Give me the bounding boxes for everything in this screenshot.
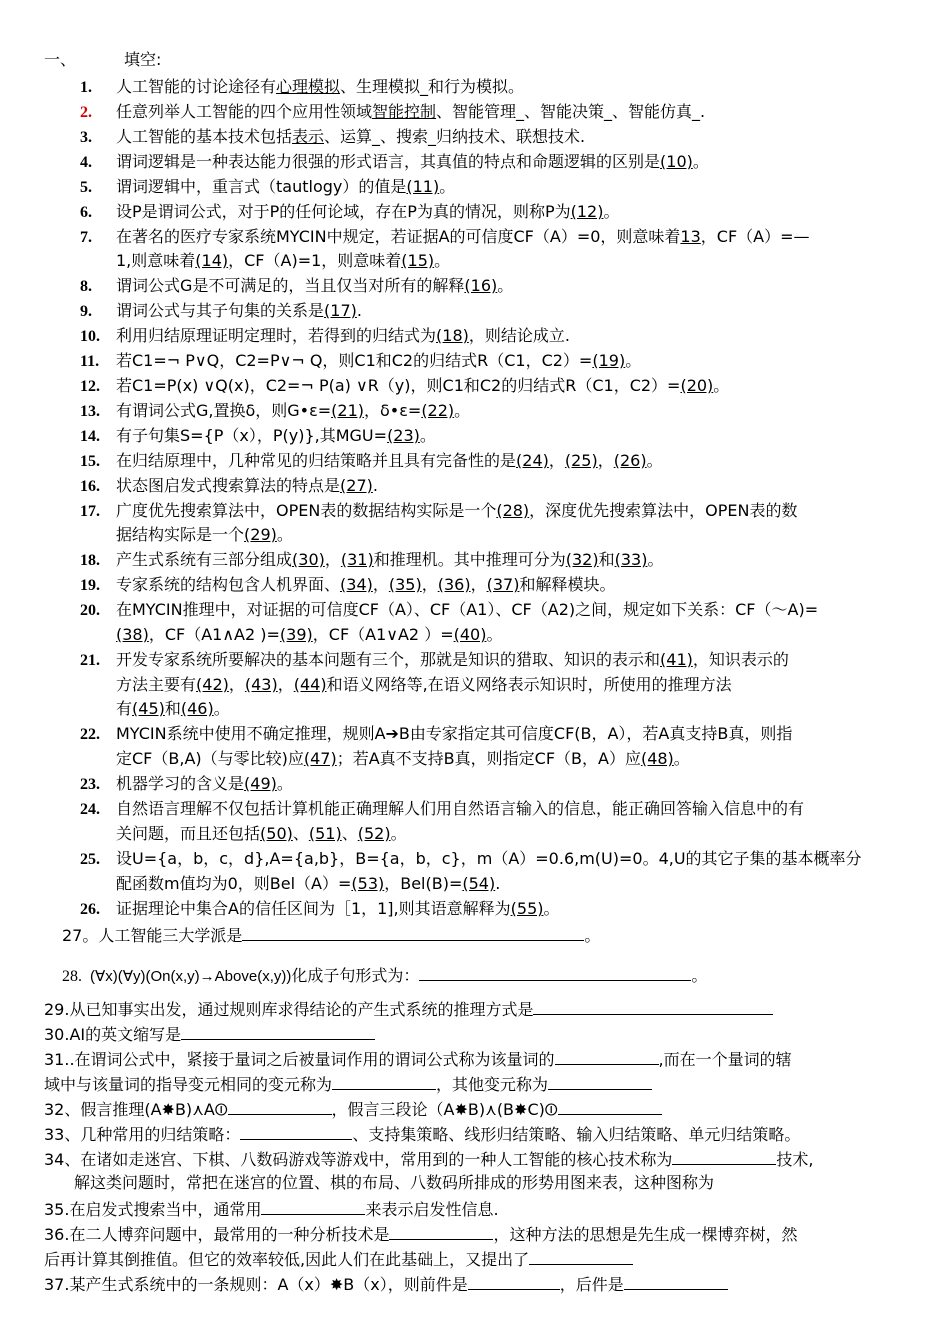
question-32 xyxy=(44,1098,662,1120)
blank-label: (11) xyxy=(406,177,440,196)
question-text: ,而在一个量词的辖 xyxy=(658,1050,792,1069)
question-text: 。 xyxy=(713,376,730,395)
question-text: 。 xyxy=(584,926,601,945)
question-number: 11. xyxy=(80,353,100,370)
question-7-cont xyxy=(116,251,450,271)
blank-label: (41) xyxy=(660,650,693,669)
blank-label: (12) xyxy=(570,202,604,221)
question-36-cont xyxy=(44,1248,633,1270)
blank-label: (50) xyxy=(260,824,293,843)
section-marker: 一、 xyxy=(44,50,77,69)
question-31 xyxy=(44,1048,792,1070)
question-28 xyxy=(62,964,707,987)
blank-label: (53) xyxy=(351,874,385,893)
question-text: 、智能管理_、智能决策_、智能仿真_. xyxy=(436,102,706,121)
question-text: 34、在诸如走迷宫、下棋、八数码游戏等游戏中，常用到的一种人工智能的核心技术称为 xyxy=(44,1150,673,1169)
question-text: 和 xyxy=(598,550,615,569)
question-text: 有 xyxy=(116,699,133,718)
question-text: 。 xyxy=(673,749,690,768)
question-text: 谓词公式G是不可满足的，当且仅当对所有的解释 xyxy=(116,276,465,295)
question-text: 。 xyxy=(454,401,471,420)
question-number: 15. xyxy=(80,453,100,470)
question-22-cont xyxy=(116,749,690,769)
answer-blank[interactable] xyxy=(624,1273,728,1290)
question-33 xyxy=(44,1123,800,1145)
blank-label: (44) xyxy=(293,675,327,694)
question-14 xyxy=(80,426,436,447)
answer-blank[interactable] xyxy=(419,964,691,981)
question-number: 6. xyxy=(80,204,92,221)
question-6 xyxy=(80,202,619,223)
question-13 xyxy=(80,401,470,422)
answer-blank[interactable] xyxy=(240,1123,352,1140)
question-number: 28. xyxy=(62,968,82,985)
question-text: 、生理模拟_和行为模拟。 xyxy=(340,77,525,96)
question-20 xyxy=(80,600,818,621)
question-text: 技术, xyxy=(776,1150,814,1169)
question-24 xyxy=(80,799,804,820)
question-15 xyxy=(80,451,663,472)
question-text: ，CF（A1∧A2 )= xyxy=(148,625,280,644)
section-title: 填空: xyxy=(124,50,162,69)
question-number: 1. xyxy=(80,79,92,96)
answer-blank[interactable] xyxy=(181,1023,375,1040)
question-text: 。 xyxy=(419,426,436,445)
question-text: 。 xyxy=(439,177,456,196)
question-text: . xyxy=(372,476,378,495)
answer-text: 13 xyxy=(680,227,701,246)
question-text: . xyxy=(356,301,362,320)
question-27 xyxy=(62,924,600,946)
question-text: 机器学习的含义是 xyxy=(116,774,245,793)
question-text: 谓词公式与其子句集的关系是 xyxy=(116,301,325,320)
question-text: 、支持集策略、线形归结策略、输入归结策略、单元归结策略。 xyxy=(352,1125,801,1144)
blank-label: (55) xyxy=(510,899,544,918)
question-text: 。 xyxy=(486,625,503,644)
blank-label: (46) xyxy=(180,699,214,718)
question-text: 。 xyxy=(691,966,708,985)
question-12 xyxy=(80,376,729,397)
question-35 xyxy=(44,1198,499,1220)
question-25-cont xyxy=(116,874,500,894)
question-number: 7. xyxy=(80,229,92,246)
question-text: ，CF（A）=— xyxy=(700,227,810,246)
question-text: ， xyxy=(548,451,565,470)
question-text: 、运算_、搜索_归纳技术、联想技术. xyxy=(324,127,586,146)
question-text: 。 xyxy=(276,525,293,544)
question-2 xyxy=(80,102,705,123)
question-text: ，δ•ε= xyxy=(364,401,422,420)
question-34 xyxy=(44,1148,813,1170)
blank-label: (36) xyxy=(437,575,471,594)
answer-blank[interactable] xyxy=(332,1073,436,1090)
question-text: 状态图启发式搜索算法的特点是 xyxy=(116,476,341,495)
question-text: 设P是谓词公式，对于P的任何论域，存在P为真的情况，则称P为 xyxy=(116,202,571,221)
question-37 xyxy=(44,1273,728,1295)
answer-blank[interactable] xyxy=(261,1198,365,1215)
question-text: ， xyxy=(421,575,438,594)
question-19 xyxy=(80,575,615,596)
question-text: ，则结论成立. xyxy=(468,326,570,345)
question-number: 9. xyxy=(80,303,92,320)
question-text: ，假言三段论（A✸B) xyxy=(331,1100,486,1119)
answer-blank[interactable] xyxy=(548,1073,652,1090)
question-text: 产生式系统有三部分组成 xyxy=(116,550,293,569)
answer-blank[interactable] xyxy=(228,1098,332,1115)
blank-label: (43) xyxy=(244,675,278,694)
blank-label: (17) xyxy=(324,301,357,320)
question-number: 16. xyxy=(80,478,100,495)
question-29 xyxy=(44,998,773,1020)
question-7 xyxy=(80,227,810,248)
question-text: ， xyxy=(470,575,487,594)
blank-label: (33) xyxy=(614,550,648,569)
question-text: ， xyxy=(277,675,294,694)
question-number: 21. xyxy=(80,652,100,669)
answer-blank[interactable] xyxy=(672,1148,776,1165)
question-text: 在著名的医疗专家系统MYCIN中规定，若证据A的可信度CF（A）=0，则意味着 xyxy=(116,227,681,246)
symbol-glyph: ⋏(B✸C)⏼ xyxy=(485,1100,558,1119)
question-text: 人工智能的讨论途径有 xyxy=(116,77,277,96)
blank-label: (37) xyxy=(486,575,520,594)
question-5 xyxy=(80,177,455,198)
blank-label: (35) xyxy=(388,575,422,594)
question-text: 。 xyxy=(625,351,642,370)
question-8 xyxy=(80,276,513,297)
question-text: 利用归结原理证明定理时，若得到的归结式为 xyxy=(116,326,437,345)
question-20-cont xyxy=(116,625,502,645)
question-text: 29.从已知事实出发，通过规则库求得结论的产生式系统的推理方式是 xyxy=(44,1000,534,1019)
question-text: 据结构实际是一个 xyxy=(116,525,245,544)
question-21-cont2 xyxy=(116,699,230,719)
question-text: 。 xyxy=(276,774,293,793)
question-17 xyxy=(80,501,798,522)
question-text: 化成子句形式为： xyxy=(291,966,420,985)
question-text: 37.某产生式系统中的一条规则：A（x）✸B（x），则前件是 xyxy=(44,1275,468,1294)
question-number: 13. xyxy=(80,403,100,420)
question-text: 。 xyxy=(213,699,230,718)
question-number: 8. xyxy=(80,278,92,295)
question-number: 10. xyxy=(80,328,100,345)
question-text: ，知识表示的 xyxy=(692,650,789,669)
question-text: ，深度优先搜索算法中，OPEN表的数 xyxy=(529,501,798,520)
question-text: ， xyxy=(372,575,389,594)
question-text: 专家系统的结构包含人机界面、 xyxy=(116,575,341,594)
question-text: 35.在启发式搜索当中，通常用 xyxy=(44,1200,262,1219)
question-text: 配函数m值均为0，则Bel（A）= xyxy=(116,874,352,893)
question-text: ，Bel(B)= xyxy=(384,874,463,893)
question-text: 人工智能的基本技术包括 xyxy=(116,127,293,146)
question-text: ，后件是 xyxy=(559,1275,624,1294)
blank-label: (15) xyxy=(401,251,435,270)
question-number: 22. xyxy=(80,726,100,743)
question-text: 证据理论中集合A的信任区间为［1，1],则其语意解释为 xyxy=(116,899,511,918)
question-number: 23. xyxy=(80,776,100,793)
question-text: 来表示启发性信息. xyxy=(365,1200,499,1219)
question-text: 33、几种常用的归结策略： xyxy=(44,1125,241,1144)
question-text: ，这种方法的思想是先生成一棵博弈树，然 xyxy=(493,1225,798,1244)
question-34-cont xyxy=(74,1173,714,1193)
blank-label: (10) xyxy=(660,152,693,171)
question-text: 。 xyxy=(692,152,709,171)
question-4 xyxy=(80,152,709,173)
question-9 xyxy=(80,301,362,322)
question-text: 开发专家系统所要解决的基本问题有三个，那就是知识的猎取、知识的表示和 xyxy=(116,650,661,669)
question-text: 、 xyxy=(292,824,309,843)
blank-label: (14) xyxy=(195,251,229,270)
question-number: 26. xyxy=(80,901,100,918)
answer-text: 表示 xyxy=(292,127,325,146)
blank-label: (54) xyxy=(462,874,496,893)
blank-label: (24) xyxy=(516,451,549,470)
question-text: ，其他变元称为 xyxy=(436,1075,549,1094)
question-text: 31..在谓词公式中，紧接于量词之后被量词作用的谓词公式称为该量词的 xyxy=(44,1050,555,1069)
answer-blank[interactable] xyxy=(242,924,584,941)
question-text: 30.AI的英文缩写是 xyxy=(44,1025,182,1044)
question-text: 、 xyxy=(341,824,358,843)
question-26 xyxy=(80,899,560,920)
blank-label: (29) xyxy=(244,525,277,544)
blank-label: (19) xyxy=(592,351,626,370)
question-11 xyxy=(80,351,641,372)
question-1 xyxy=(80,77,524,98)
question-text: 有谓词公式G,置换δ，则G•ε= xyxy=(116,401,332,420)
question-text: 和推理机。其中推理可分为 xyxy=(373,550,566,569)
question-text: 定CF（B,A)（与零比较)应 xyxy=(116,749,304,768)
answer-text: 智能控制 xyxy=(372,102,437,121)
question-text: 。 xyxy=(646,451,663,470)
question-text: 。 xyxy=(543,899,560,918)
blank-label: (42) xyxy=(196,675,229,694)
blank-label: (26) xyxy=(613,451,647,470)
question-21-cont xyxy=(116,675,732,695)
question-text: 自然语言理解不仅包括计算机能正确理解人们用自然语言输入的信息，能正确回答输入信息中的有 xyxy=(116,799,805,818)
question-3 xyxy=(80,127,585,148)
question-18 xyxy=(80,550,663,571)
question-text: 。 xyxy=(434,251,451,270)
question-25 xyxy=(80,849,862,870)
question-number: 20. xyxy=(80,602,100,619)
question-number: 12. xyxy=(80,378,100,395)
question-text: 。 xyxy=(647,550,664,569)
blank-label: (28) xyxy=(496,501,530,520)
blank-label: (32) xyxy=(565,550,599,569)
section-header xyxy=(44,50,161,70)
question-24-cont xyxy=(116,824,407,844)
blank-label: (38) xyxy=(116,625,149,644)
question-text: 设U={a，b，c，d},A={a,b}，B={a，b，c}，m（A）=0.6,m(U)=0。4,U的其它子集的基本概率分 xyxy=(116,849,862,868)
blank-label: (27) xyxy=(340,476,373,495)
question-30 xyxy=(44,1023,375,1045)
blank-label: (48) xyxy=(640,749,674,768)
question-text: 27。人工智能三大学派是 xyxy=(62,926,243,945)
answer-blank[interactable] xyxy=(533,998,773,1015)
question-17-cont xyxy=(116,525,293,545)
blank-label: (18) xyxy=(436,326,469,345)
question-text: ，CF（A)=1，则意味着 xyxy=(228,251,402,270)
blank-label: (20) xyxy=(680,376,714,395)
question-text: ， xyxy=(597,451,614,470)
blank-label: (34) xyxy=(340,575,373,594)
answer-blank[interactable] xyxy=(529,1248,633,1265)
question-text: ， xyxy=(324,550,341,569)
question-text: 和 xyxy=(164,699,181,718)
answer-text: 心理模拟 xyxy=(276,77,341,96)
blank-label: (22) xyxy=(421,401,455,420)
question-text: 。 xyxy=(497,276,514,295)
question-text: 。 xyxy=(603,202,620,221)
question-text: 在MYCIN推理中，对证据的可信度CF（A）、CF（A1）、CF（A2)之间，规定如下关系：CF（～A)= xyxy=(116,600,819,619)
blank-label: (52) xyxy=(357,824,391,843)
question-number: 3. xyxy=(80,129,92,146)
question-text: 在归结原理中，几种常见的归结策略并且具有完备性的是 xyxy=(116,451,517,470)
question-text: ，CF（A1∨A2 ）= xyxy=(312,625,454,644)
blank-label: (25) xyxy=(564,451,598,470)
question-text: 后再计算其倒推值。但它的效率较低,因此人们在此基础上，又提出了 xyxy=(44,1250,530,1269)
question-22 xyxy=(80,724,792,745)
question-text: ；若A真不支持B真，则指定CF（B，A）应 xyxy=(336,749,641,768)
question-text: 有子句集S={P（x），P(y)},其MGU= xyxy=(116,426,388,445)
question-number: 5. xyxy=(80,179,92,196)
question-text: 谓词逻辑中，重言式（tautlogy）的值是 xyxy=(116,177,407,196)
symbol-glyph: ⋏A⏼ xyxy=(192,1100,228,1119)
question-text: 任意列举人工智能的四个应用性领域 xyxy=(116,102,373,121)
blank-label: (31) xyxy=(340,550,374,569)
answer-blank[interactable] xyxy=(558,1098,662,1115)
question-text: 。 xyxy=(390,824,407,843)
question-text: 方法主要有 xyxy=(116,675,197,694)
question-text: 解这类问题时，常把在迷宫的位置、棋的布局、八数码所排成的形势用图来表，这种图称为 xyxy=(74,1173,715,1192)
blank-label: (23) xyxy=(387,426,420,445)
question-text: 1,则意味着 xyxy=(116,251,196,270)
question-21 xyxy=(80,650,789,671)
question-31-cont xyxy=(44,1073,652,1095)
question-number: 4. xyxy=(80,154,92,171)
question-23 xyxy=(80,774,293,795)
answer-blank[interactable] xyxy=(389,1223,493,1240)
question-text: 关问题，而且还包括 xyxy=(116,824,261,843)
question-text: MYCIN系统中使用不确定推理，规则A➔B由专家指定其可信度CF(B，A），若A真支持B真，则指 xyxy=(116,724,793,743)
question-36 xyxy=(44,1223,797,1245)
question-number: 14. xyxy=(80,428,100,445)
question-text: 谓词逻辑是一种表达能力很强的形式语言，其真值的特点和命题逻辑的区别是 xyxy=(116,152,661,171)
blank-label: (51) xyxy=(308,824,342,843)
question-text: 若C1=P(x) ∨Q(x)，C2=¬ P(a) ∨R（y)，则C1和C2的归结式R（C1，C2）= xyxy=(116,376,681,395)
question-10 xyxy=(80,326,570,347)
blank-label: (49) xyxy=(244,774,277,793)
question-text: 域中与该量词的指导变元相同的变元称为 xyxy=(44,1075,333,1094)
question-number: 24. xyxy=(80,801,100,818)
question-number: 25. xyxy=(80,851,100,868)
question-text: 广度优先搜索算法中，OPEN表的数据结构实际是一个 xyxy=(116,501,497,520)
question-text: 36.在二人博弈问题中，最常用的一种分析技术是 xyxy=(44,1225,390,1244)
question-text: . xyxy=(495,874,501,893)
formula: (∀x)(∀y)(On(x,y)→Above(x,y)) xyxy=(90,968,292,985)
blank-label: (45) xyxy=(132,699,165,718)
blank-label: (39) xyxy=(279,625,313,644)
blank-label: (40) xyxy=(453,625,487,644)
blank-label: (30) xyxy=(292,550,325,569)
question-text: 若C1=¬ P∨Q，C2=P∨¬ Q，则C1和C2的归结式R（C1，C2）= xyxy=(116,351,593,370)
question-text: 32、假言推理(A✸B) xyxy=(44,1100,193,1119)
question-number: 19. xyxy=(80,577,100,594)
question-text: ， xyxy=(228,675,245,694)
answer-blank[interactable] xyxy=(555,1048,659,1065)
question-text: 和语义网络等,在语义网络表示知识时，所使用的推理方法 xyxy=(326,675,732,694)
blank-label: (47) xyxy=(303,749,337,768)
answer-blank[interactable] xyxy=(468,1273,560,1290)
blank-label: (16) xyxy=(464,276,498,295)
question-number: 2. xyxy=(80,104,92,121)
question-number: 17. xyxy=(80,503,100,520)
question-16 xyxy=(80,476,378,497)
blank-label: (21) xyxy=(331,401,365,420)
question-text: 和解释模块。 xyxy=(519,575,616,594)
question-number: 18. xyxy=(80,552,100,569)
